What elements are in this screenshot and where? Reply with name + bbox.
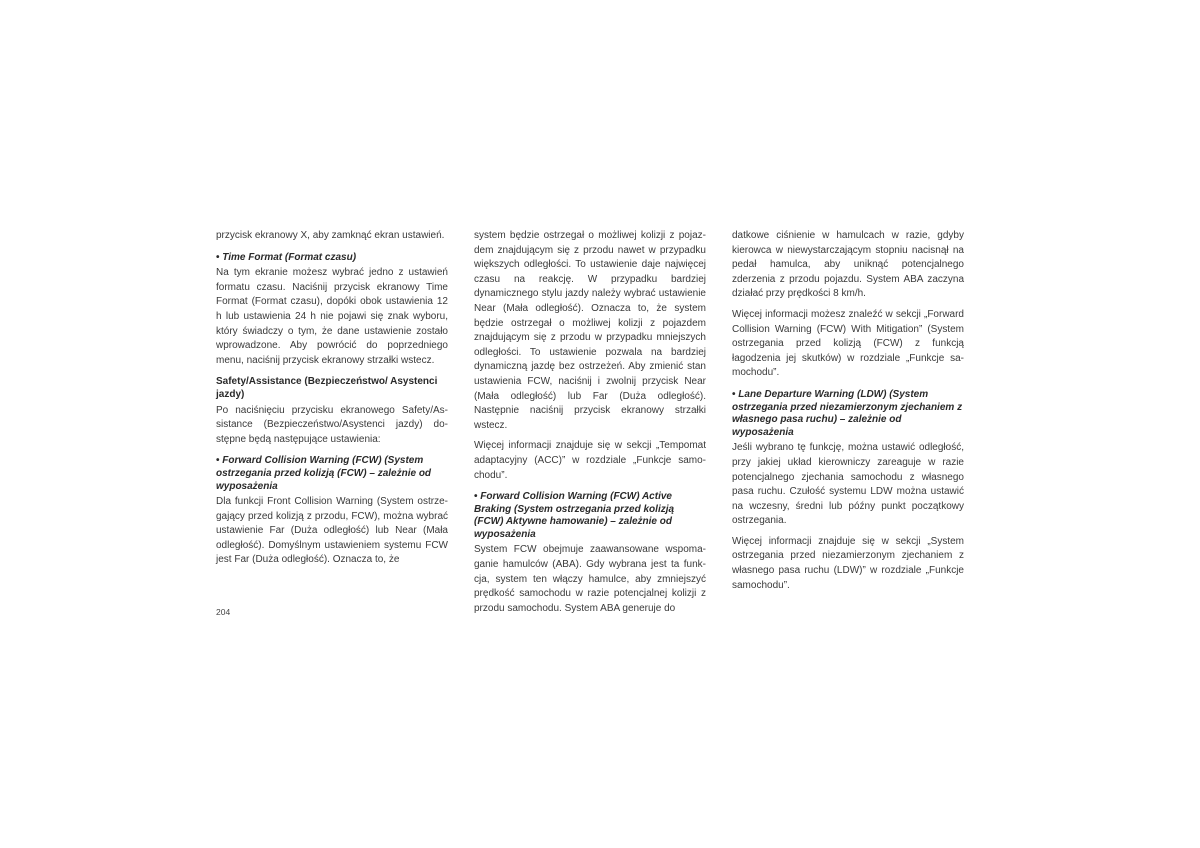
heading-text: Time Format (Format czasu) <box>222 251 357 263</box>
bullet-icon: • <box>216 251 220 263</box>
heading-text: Forward Collision Warning (FCW) (System ostrzegania przed kolizją (FCW) – zależnie od wyposażenia <box>216 455 432 492</box>
paragraph: Więcej informacji znajduje się w sekcji „Tempomat adaptacyjny (ACC)” w rozdziale „Funkcje samochodu”. <box>474 440 706 481</box>
bullet-icon: • <box>474 491 478 503</box>
paragraph: przycisk ekranowy X, aby zamknąć ekran ustawień. <box>216 230 445 241</box>
section-heading <box>732 389 964 439</box>
section-heading <box>474 491 706 541</box>
paragraph: System FCW obejmuje zaawansowane wspomaganie hamulców (ABA). Gdy wybrana jest ta funkcja, system ten włączy hamulce, aby zmniejszyć prędkość samochodu w razie potencjalnej kolizji z przodu samochodu. System ABA generuje do <box>474 544 706 614</box>
bullet-icon: • <box>216 455 220 467</box>
bullet-icon: • <box>732 388 736 400</box>
heading-text: Forward Collision Warning (FCW) Active Braking (System ostrzegania przed kolizją (FCW) Aktywne hamowanie) – zależnie od wyposażenia <box>474 491 675 540</box>
paragraph: Więcej informacji znajduje się w sekcji „System ostrzegania przed niezamierzonym zjechaniem z własnego pasa ruchu (LDW)” w rozdziale „Funkcje samochodu”. <box>732 535 964 591</box>
column-2 <box>474 229 706 622</box>
paragraph: Więcej informacji możesz znaleźć w sekcji „Forward Collision Warning (FCW) With Mitigation” (System ostrzegania przed kolizją (FCW) z funkcją łagodzenia jej skutków) w rozdziale „Funkcje samochodu”. <box>732 308 964 379</box>
page-number: 204 <box>216 607 231 617</box>
paragraph: Dla funkcji Front Collision Warning (System ostrzegający przed kolizją z przodu, FCW), można wybrać ustawienie Far (Duża odległość) lub Near (Mała odległość). Domyślnym ustawieniem systemu FCW jest Far (Duża odległość). Oznacza to, że <box>216 496 448 566</box>
paragraph: Po naciśnięciu przycisku ekranowego Safety/Assistance (Bezpieczeństwo/Asystenci jazdy) dostępne będą następujące ustawienia: <box>216 404 448 445</box>
column-1 <box>216 229 448 574</box>
section-heading <box>216 455 448 493</box>
paragraph: system będzie ostrzegał o możliwej kolizji z pojazdem znajdującym się z przodu nawet w przypadku większych odległości. To ustawienie daje najwięcej czasu na reakcję. W przypadku bardziej dynamicznego stylu jazdy należy wybrać ustawienie Near (Mała odległość). Oznacza to, że system będzie ostrzegał o możliwej kolizji z pojazdem znajdującym się z przodu w przypadku mniejszych odległości. To ustawienie pozwala na bardziej dynamiczną jazdę bez ostrzeżeń. Aby zmienić stan ustawienia FCW, naciśnij i zwolnij przycisk Near (Mała odległość) lub Far (Duża odległość). Następnie naciśnij przycisk ekranowy strzałki wstecz. <box>474 230 706 431</box>
section-heading <box>216 252 448 265</box>
section-heading <box>216 376 448 401</box>
paragraph: datkowe ciśnienie w hamulcach w razie, gdyby kierowca w niewystarczającym stopniu nacisnął na pedał hamulca, aby uniknąć potencjalnego zderzenia z przodu pojazdu. System ABA zaczyna działać przy prędkości 8 km/h. <box>732 230 964 300</box>
heading-text: Safety/Assistance (Bezpieczeństwo/ Asystenci jazdy) <box>216 376 438 400</box>
paragraph: Jeśli wybrano tę funkcję, można ustawić odległość, przy jakiej układ kierowniczy zareaguje w razie potencjalnego zjechania samochodu z własnego pasa ruchu. Czułość systemu LDW można ustawić na wczesny, średni lub późny punkt początkowy ostrzegania. <box>732 442 964 527</box>
column-3 <box>732 229 964 599</box>
paragraph: Na tym ekranie możesz wybrać jedno z ustawień formatu czasu. Naciśnij przycisk ekranowy Time Format (Format czasu), dopóki obok ustawienia 12 h lub ustawienia 24 h nie pojawi się znak wyboru, który świadczy o tym, że dane ustawienie zostało wprowadzone. Aby powrócić do poprzedniego menu, naciśnij przycisk ekranowy strzałki wstecz. <box>216 267 448 366</box>
heading-text: Lane Departure Warning (LDW) (System ostrzegania przed niezamierzonym zjechaniem z własnego pasa ruchu) – zależnie od wyposażenia <box>732 388 963 438</box>
